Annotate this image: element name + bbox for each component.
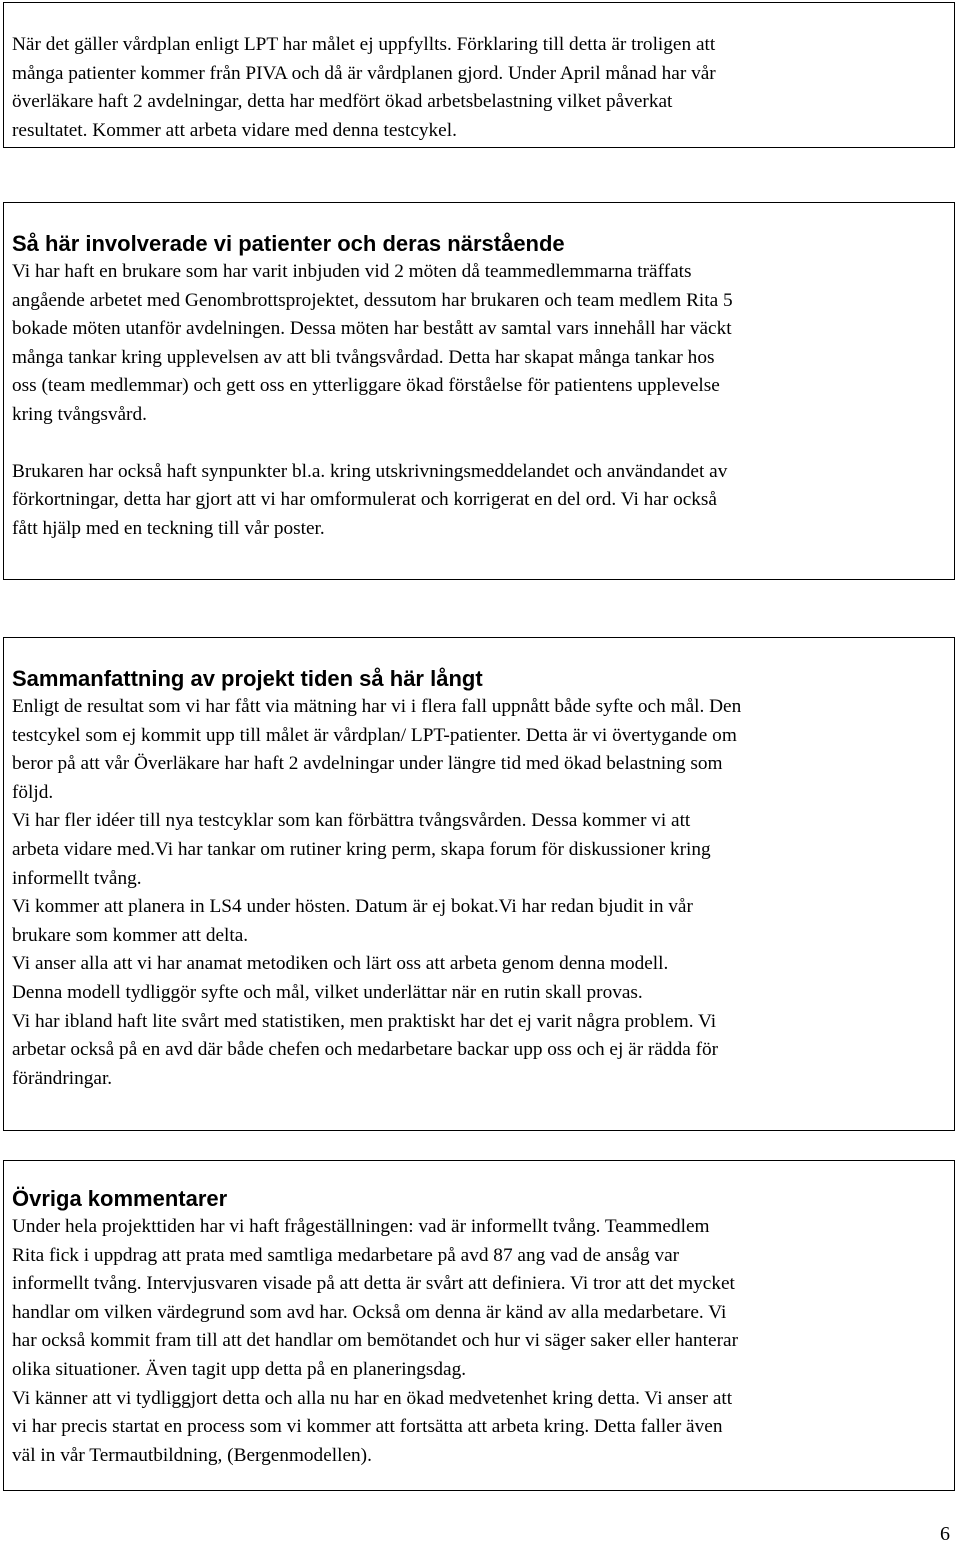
lpt-goal-paragraph [12,31,946,145]
text-line: Vi har fler idéer till nya testcyklar som kan förbättra tvångsvården. Dessa kommer vi att [12,810,691,832]
project-summary-heading: Sammanfattning av projekt tiden så här långt [12,666,483,691]
project-summary-box [3,637,955,1131]
text-line: Rita fick i uppdrag att prata med samtliga medarbetare på avd 87 ang vad de ansåg var [12,1244,680,1266]
text-line: förkortningar, detta har gjort att vi har omformulerat och korrigerat en del ord. Vi har också [12,489,717,511]
text-line: När det gäller vårdplan enligt LPT har målet ej uppfyllts. Förklaring till detta är troligen att [12,34,716,55]
text-line: Denna modell tydliggör syfte och mål, vilket underlättar när en rutin skall provas. [12,981,643,1003]
text-line: bokade möten utanför avdelningen. Dessa möten har bestått av samtal vars innehåll har väckt [12,318,732,340]
text-line: Vi anser alla att vi har anamat metodiken och lärt oss att arbeta genom denna modell. [12,953,669,975]
page-number: 6 [940,1523,950,1545]
text-line: fått hjälp med en teckning till vår poster. [12,517,325,539]
patient-involvement-paragraph-1 [12,258,946,430]
patient-involvement-paragraph-2 [12,458,946,544]
text-line: brukare som kommer att delta. [12,924,249,946]
other-comments-box [3,1160,955,1491]
text-line: Enligt de resultat som vi har fått via mätning har vi i flera fall uppnått både syfte och mål. Den [12,696,742,717]
text-line: kring tvångsvård. [12,403,147,425]
paragraph-gap [12,430,946,458]
text-line: Vi kommer att planera in LS4 under hösten. Datum är ej bokat.Vi har redan bjudit in vår [12,896,693,918]
lpt-goal-box [3,2,955,148]
text-line: Vi känner att vi tydliggjort detta och alla nu har en ökad medvetenhet kring detta. Vi anser att [12,1387,733,1409]
text-line: väl in vår Termautbildning, (Bergenmodellen). [12,1444,372,1466]
text-line: vi har precis startat en process som vi kommer att fortsätta att arbeta kring. Detta faller även [12,1416,723,1438]
other-comments-heading: Övriga kommentarer [12,1186,228,1211]
text-line: Vi har ibland haft lite svårt med statistiken, men praktiskt har det ej varit några problem. Vi [12,1010,717,1032]
text-line: angående arbetet med Genombrottsprojektet, dessutom har brukaren och team medlem Rita 5 [12,289,733,311]
other-comments-paragraph [12,1213,946,1470]
text-line: handlar om vilken värdegrund som avd har. Också om denna är känd av alla medarbetare. Vi [12,1301,727,1323]
text-line: arbetar också på en avd där både chefen och medarbetare backar upp oss och ej är rädda för [12,1039,719,1061]
text-line: överläkare haft 2 avdelningar, detta har medfört ökad arbetsbelastning vilket påverkat [12,91,673,113]
text-line: resultatet. Kommer att arbeta vidare med denna testcykel. [12,119,457,141]
text-line: olika situationer. Även tagit upp detta på en planeringsdag. [12,1358,467,1380]
text-line: arbeta vidare med.Vi har tankar om rutiner kring perm, skapa forum för diskussioner kring [12,838,711,860]
text-line: informellt tvång. Intervjusvaren visade på att detta är svårt att definiera. Vi tror att det mycket [12,1273,735,1295]
text-line: följd. [12,781,54,803]
text-line: Brukaren har också haft synpunkter bl.a. kring utskrivningsmeddelandet och användandet av [12,460,728,482]
text-line: Under hela projekttiden har vi haft frågeställningen: vad är informellt tvång. Teammedlem [12,1216,710,1237]
text-line: många tankar kring upplevelsen av att bli tvångsvårdad. Detta har skapat många tankar hos [12,346,715,368]
text-line: testcykel som ej kommit upp till målet är vårdplan/ LPT-patienter. Detta är vi övertygande om [12,724,737,746]
text-line: förändringar. [12,1067,113,1089]
patient-involvement-box [3,202,955,580]
patient-involvement-heading: Så här involverade vi patienter och deras närstående [12,231,565,256]
text-line: beror på att vår Överläkare har haft 2 avdelningar under längre tid med ökad belastning som [12,753,723,775]
project-summary-paragraph [12,693,946,1093]
text-line: har också kommit fram till att det handlar om bemötandet och hur vi säger saker eller hanterar [12,1330,738,1352]
text-line: informellt tvång. [12,867,142,889]
text-line: oss (team medlemmar) och gett oss en ytterliggare ökad förståelse för patientens upplevelse [12,375,720,397]
text-line: Vi har haft en brukare som har varit inbjuden vid 2 möten då teammedlemmarna träffats [12,261,692,282]
text-line: många patienter kommer från PIVA och då är vårdplanen gjord. Under April månad har vår [12,62,716,84]
